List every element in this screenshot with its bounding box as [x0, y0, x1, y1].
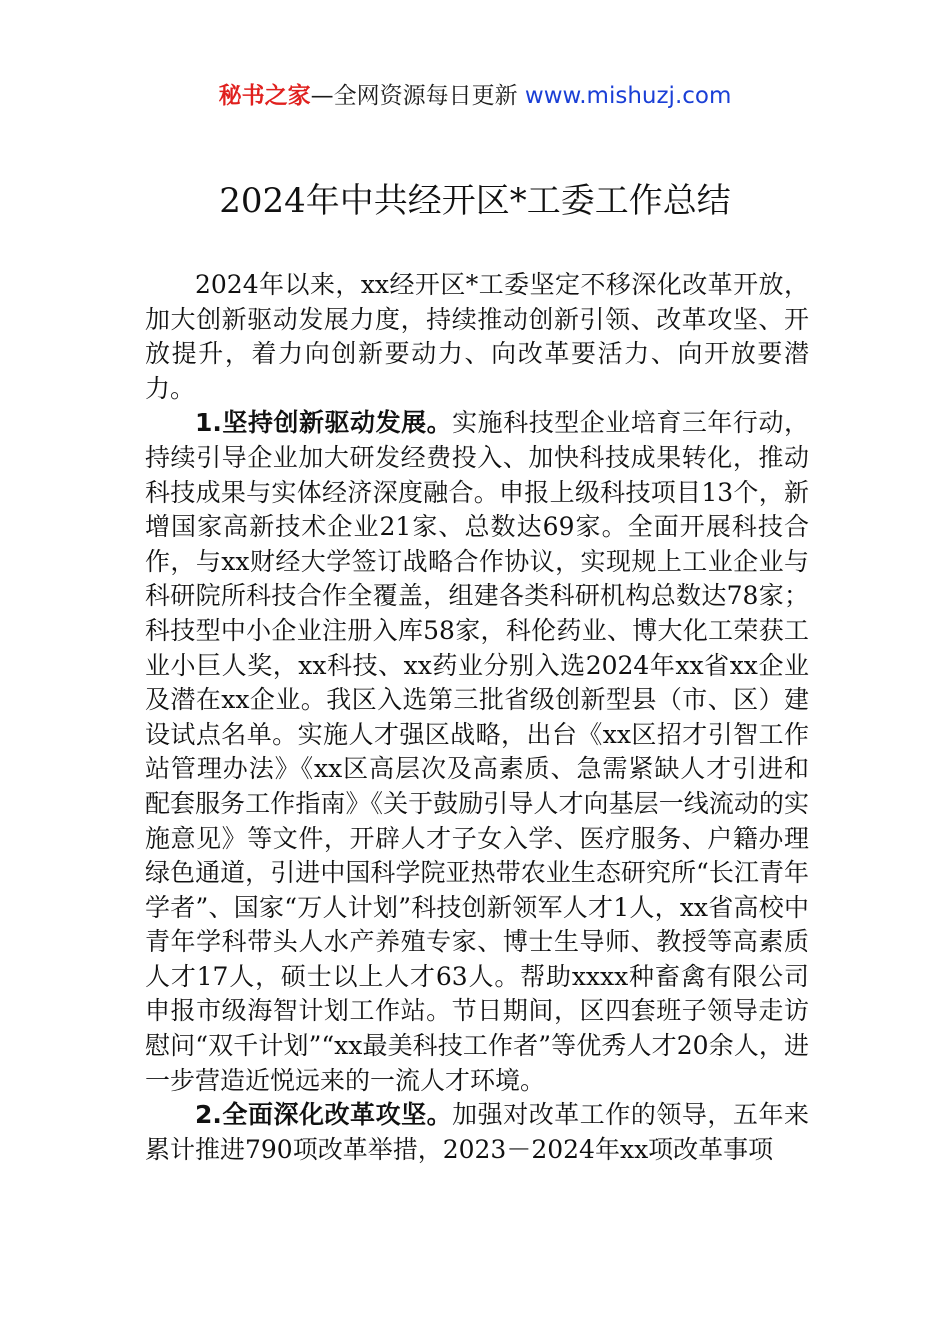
- document-body: [145, 268, 809, 1167]
- paragraph-reform: [145, 1098, 809, 1167]
- paragraph-heading: 2.全面深化改革攻坚。: [195, 1100, 453, 1130]
- paragraph-intro: [145, 268, 809, 406]
- site-url-link[interactable]: www.mishuzj.com: [524, 83, 732, 109]
- brand-name: 秘书之家: [218, 83, 311, 109]
- site-header: [0, 80, 950, 112]
- paragraph-text: 2024年以来，xx经开区*工委坚定不移深化改革开放，加大创新驱动发展力度，持续推动创新引领、改革攻坚、开放提升，着力向创新要动力、向改革要活力、向开放要潜力。: [145, 270, 809, 403]
- paragraph-heading: 1.坚持创新驱动发展。: [195, 408, 453, 438]
- document-title: 2024年中共经开区*工委工作总结: [219, 181, 731, 221]
- paragraph-innovation: [145, 406, 809, 1098]
- paragraph-text: 加强对改革工作的领导，五年来累计推进790项改革举措，2023－2024年xx项改革事项: [145, 1100, 809, 1164]
- header-tagline: —全网资源每日更新: [310, 83, 518, 109]
- paragraph-text: 实施科技型企业培育三年行动，持续引导企业加大研发经费投入、加快科技成果转化，推动科技成果与实体经济深度融合。申报上级科技项目13个，新增国家高新技术企业21家、总数达69家。全面开展科技合作，与xx财经大学签订战略合作协议，实现规上工业企业与科研院所科技合作全覆盖，组建各类科研机构总数达78家；科技型中小企业注册入库58家，科伦药业、博大化工荣获工业小巨人奖，xx科技、xx药业分别入选2024年xx省xx企业及潜在xx企业。我区入选第三批省级创新型县（市、区）建设试点名单。实施人才强区战略，出台《xx区招才引智工作站管理办法》《xx区高层次及高素质、急需紧缺人才引进和配套服务工作指南》《关于鼓励引导人才向基层一线流动的实施意见》等文件，开辟人才子女入学、医疗服务、户籍办理绿色通道，引进中国科学院亚热带农业生态研究所“长江青年学者”、国家“万人计划”科技创新领军人才1人，xx省高校中青年学科带头人水产养殖专家、博士生导师、教授等高素质人才17人，硕士以上人才63人。帮助xxxx种畜禽有限公司申报市级海智计划工作站。节日期间，区四套班子领导走访慰问“双千计划”“xx最美科技工作者”等优秀人才20余人，进一步营造近悦远来的一流人才环境。: [145, 408, 809, 1095]
